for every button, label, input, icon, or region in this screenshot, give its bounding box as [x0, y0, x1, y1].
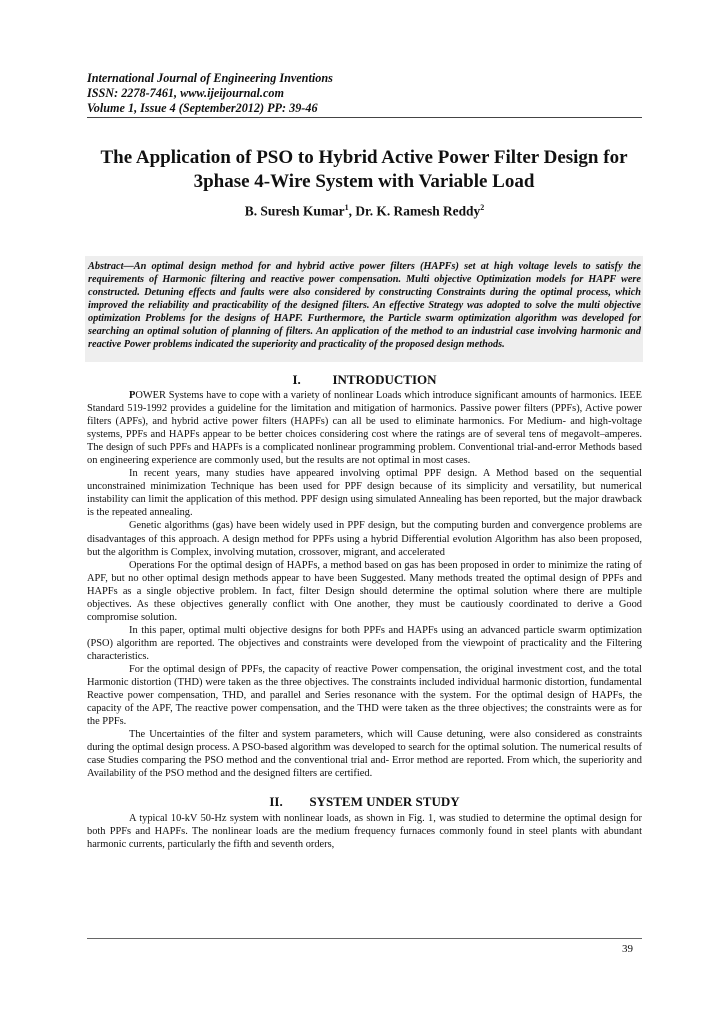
paper-title — [80, 146, 648, 194]
author-2-affiliation: 2 — [480, 203, 485, 212]
journal-issn: ISSN: 2278-7461, www.ijeijournal.com — [87, 86, 284, 100]
journal-volume: Volume 1, Issue 4 (September2012) PP: 39-46 — [87, 101, 318, 115]
section-heading-system-under-study — [87, 794, 642, 810]
section-title: INTRODUCTION — [332, 372, 437, 387]
footer-divider — [87, 938, 642, 939]
paragraph-text: OWER Systems have to cope with a variety of nonlinear Loads which introduce significant amounts of harmonics. IEEE Standard 519-1992 provides a guideline for the limitation and mitigation of harmonics. Passive power filters (PPFs), Active power filters (APFs), and hybrid active power filters (HAPFs) can all be used to eliminate harmonics. For Medium- and high-voltage systems, PPFs and HAPFs appear to be better choices considering cost where the ratings are of several tens of megavolt–amperes. The design of such PPFs and HAPFs is a complicated nonlinear programming problem. Conventional trial-and-error Methods based on engineering experience are commonly used, but the results are not optimal in most cases. — [87, 390, 642, 467]
paragraph: Genetic algorithms (gas) have been widely used in PPF design, but the computing burden and convergence problems are disadvantages of this approach. A design method for PPFs using a hybrid Differential evolution Algorithm has also been proposed, but the algorithm is Complex, involving mutation, crossover, migrant, and accelerated — [87, 520, 642, 558]
paragraph: For the optimal design of PPFs, the capacity of reactive Power compensation, the original investment cost, and the total Harmonic distortion (THD) were taken as the three objectives. The constraints included individual harmonic distortion, fundamental Reactive power compensation, THD, and parallel and Series resonance with the system. For the optimal design of HAPFs, the capacity of the APF, The reactive power compensation, and the THD were taken as the three objectives; the constraints were as for the PPFs. — [87, 663, 642, 728]
header-divider — [87, 117, 642, 118]
paragraph: In recent years, many studies have appeared involving optimal PPF design. A Method based on the sequential unconstrained minimization Technique has been used for PPF design because of its simplicity and versatility, but numerical instability can limit the application of this method. PPF design using simulated Annealing has been reported, but the major drawback is the repeated annealing. — [87, 468, 642, 519]
journal-header — [87, 71, 643, 116]
page-number: 39 — [622, 943, 633, 955]
system-under-study-body — [87, 812, 642, 851]
paragraph: In this paper, optimal multi objective designs for both PPFs and HAPFs using an advanced particle swarm optimization (PSO) algorithm are reported. The objectives and constraints were developed from the viewpoint of practicality and the Filtering characteristics. — [87, 624, 642, 662]
section-number: I. — [292, 372, 301, 387]
author-1-affiliation: 1 — [344, 203, 349, 212]
title-line-1: The Application of PSO to Hybrid Active Power Filter Design for — [100, 147, 628, 168]
abstract: Abstract—An optimal design method for and hybrid active power filters (HAPFs) set at high voltage levels to satisfy the requirements of Harmonic filtering and reactive power compensation. Multi objective Optimization models for HAPF were constructed. Detuning effects and faults were also considered by constructing Constraints during the optimal process, which improved the reliability and practicability of the designed filters. An effective Strategy was adopted to solve the multi objective optimization Problems for the designs of HAPF. Furthermore, the Particle swarm optimization algorithm was developed for searching an optimal solution of planning of filters. An application of the method to an industrial case involving harmonic and reactive Power problems indicated the superiority and practicality of the proposed design methods. — [85, 256, 643, 362]
drop-cap: P — [129, 390, 136, 401]
paragraph: Operations For the optimal design of HAPFs, a method based on gas has been proposed in order to minimize the rating of APF, but no other optimal design methods appear to have been Suggested. Many methods treated the optimal design of PPFs and HAPFs as a single objective problem. In fact, filter Design should determine the optimal solution where there are multiple objectives. As these objectives generally conflict with One another, they must be cautiously coordinated to derive a Good compromise solution. — [87, 559, 642, 623]
author-2: Dr. K. Ramesh Reddy — [355, 203, 481, 219]
author-1: B. Suresh Kumar — [244, 203, 345, 219]
author-separator: , — [348, 203, 356, 219]
paragraph: The Uncertainties of the filter and system parameters, which will Cause detuning, were also considered as constraints during the optimal design process. A PSO-based algorithm was developed to search for the optimal solution. The numerical results of case Studies comparing the PSO method and the conventional trial and- Error method are reported. From which, the superiority and Availability of the PSO method and the designed filters are certified. — [87, 729, 642, 780]
section-number: II. — [269, 794, 283, 809]
section-heading-introduction — [87, 372, 642, 388]
journal-name: International Journal of Engineering Inventions — [87, 71, 333, 85]
author-list — [87, 203, 642, 219]
paragraph: A typical 10-kV 50-Hz system with nonlinear loads, as shown in Fig. 1, was studied to determine the optimal design for both PPFs and HAPFs. The nonlinear loads are the medium frequency furnaces commonly found in steel plants with abundant harmonic currents, particularly the fifth and seventh orders, — [87, 813, 642, 851]
section-title: SYSTEM UNDER STUDY — [309, 794, 460, 809]
title-line-2: 3phase 4-Wire System with Variable Load — [193, 171, 535, 192]
introduction-body — [87, 389, 642, 780]
paragraph — [87, 389, 642, 467]
